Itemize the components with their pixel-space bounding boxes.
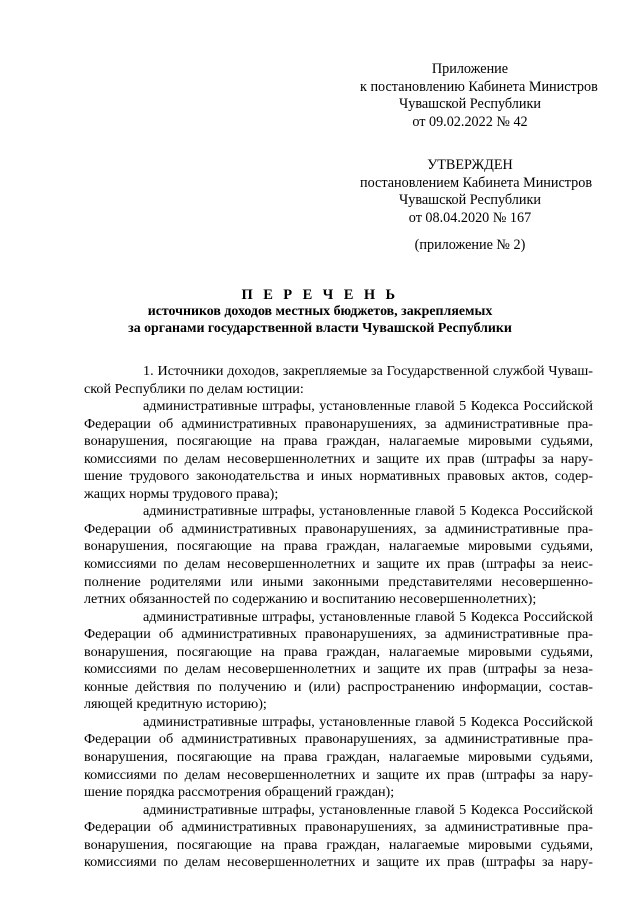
body-text-line: административные штрафы, установленные главой 5 Кодекса Российской bbox=[143, 713, 593, 730]
title-subline: за органами государственной власти Чувашской Республики bbox=[128, 320, 512, 336]
body-text-line: шение трудового законодательства и иных нормативных правовых актов, содер- bbox=[84, 468, 593, 485]
annex-header bbox=[360, 61, 598, 131]
approval-line: УТВЕРЖДЕН bbox=[427, 157, 513, 173]
body-text-line: ской Республики по делам юстиции: bbox=[84, 380, 304, 397]
body-text-line: административные штрафы, установленные главой 5 Кодекса Российской bbox=[143, 801, 593, 818]
body-text-line: Федерации об административных правонарушениях, за административные пра- bbox=[84, 626, 593, 643]
approval-line: Чувашской Республики bbox=[399, 192, 541, 209]
body-text-line: летних обязанностей по содержанию и воспитанию несовершеннолетних); bbox=[84, 591, 537, 608]
body-text-line: жащих нормы трудового права); bbox=[84, 485, 279, 502]
body-text-line: административные штрафы, установленные главой 5 Кодекса Российской bbox=[143, 503, 593, 520]
annex-line: к постановлению Кабинета Министров bbox=[360, 78, 598, 95]
body-text-line: административные штрафы, установленные главой 5 Кодекса Российской bbox=[143, 608, 593, 625]
title-heading: П Е Р Е Ч Е Н Ь bbox=[241, 287, 399, 303]
body-text-line: комиссиями по делам несовершеннолетних и защите их прав (штрафы за нару- bbox=[84, 766, 593, 783]
annex-line: Чувашской Республики bbox=[399, 96, 541, 113]
body-text-line: Федерации об административных правонарушениях, за административные пра- bbox=[84, 731, 593, 748]
body-text-line: Федерации об административных правонарушениях, за административные пра- bbox=[84, 819, 593, 836]
body-text-line: полнение родителями или иными законными представителями несовершенно- bbox=[84, 573, 593, 590]
body-text-line: вонарушения, посягающие на права граждан, налагаемые мировыми судьями, bbox=[84, 538, 593, 555]
annex-number bbox=[360, 237, 580, 255]
annex-number-text: (приложение № 2) bbox=[414, 237, 526, 253]
annex-line: Приложение bbox=[431, 61, 509, 77]
body-text-line: комиссиями по делам несовершеннолетних и защите их прав (штрафы за неис- bbox=[84, 556, 593, 573]
document-body bbox=[84, 363, 593, 872]
approval-line: постановлением Кабинета Министров bbox=[360, 174, 593, 191]
approval-line: от 08.04.2020 № 167 bbox=[408, 209, 532, 226]
body-text-line: вонарушения, посягающие на права граждан, налагаемые мировыми судьями, bbox=[84, 433, 593, 450]
body-text-line: конные действия по получению и (или) распространению информации, состав- bbox=[84, 678, 593, 695]
body-text-line: 1. Источники доходов, закрепляемые за Государственной службой Чуваш- bbox=[143, 363, 593, 379]
body-text-line: шение порядка рассмотрения обращений граждан); bbox=[84, 784, 395, 801]
body-text-line: комиссиями по делам несовершеннолетних и защите их прав (штрафы за нару- bbox=[84, 450, 593, 467]
body-text-line: ляющей кредитную историю); bbox=[84, 696, 267, 713]
body-text-line: Федерации об административных правонарушениях, за административные пра- bbox=[84, 415, 593, 432]
title-subline: источников доходов местных бюджетов, закрепляемых bbox=[147, 304, 493, 319]
body-text-line: административные штрафы, установленные главой 5 Кодекса Российской bbox=[143, 398, 593, 415]
body-text-line: комиссиями по делам несовершеннолетних и защите их прав (штрафы за неза- bbox=[84, 661, 593, 678]
document-title bbox=[120, 286, 520, 337]
body-text-line: вонарушения, посягающие на права граждан, налагаемые мировыми судьями, bbox=[84, 643, 593, 660]
body-text-line: вонарушения, посягающие на права граждан, налагаемые мировыми судьями, bbox=[84, 836, 593, 853]
body-text-line: вонарушения, посягающие на права граждан, налагаемые мировыми судьями, bbox=[84, 749, 593, 766]
approval-stamp bbox=[360, 157, 593, 227]
body-text-line: Федерации об административных правонарушениях, за административные пра- bbox=[84, 520, 593, 537]
body-text-line: комиссиями по делам несовершеннолетних и защите их прав (штрафы за нару- bbox=[84, 854, 593, 871]
annex-line: от 09.02.2022 № 42 bbox=[412, 113, 528, 130]
